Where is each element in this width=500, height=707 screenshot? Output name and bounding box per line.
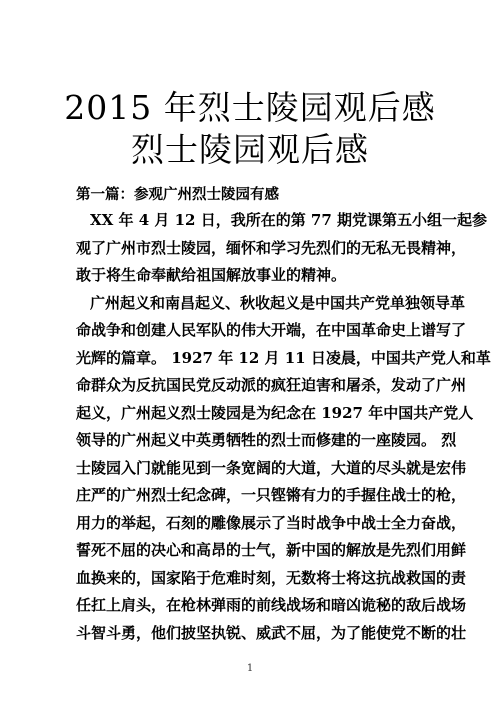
body-text xyxy=(76,207,491,647)
document-title: 2015 年烈士陵园观后感 xyxy=(64,88,436,127)
text-line: 血换来的，国家陷于危难时刻，无数将士将这抗战救国的责 xyxy=(76,568,467,587)
text-line: 广州起义和南昌起义、秋收起义是中国共产党单独领导革 xyxy=(90,293,466,312)
text-line: 起义，广州起义烈士陵园是为纪念在 1927 年中国共产党人 xyxy=(76,403,474,422)
paragraph-2 xyxy=(76,290,491,648)
text-line: 命群众为反抗国民党反动派的疯狂迫害和屠杀，发动了广州 xyxy=(76,376,467,394)
text-line: 敢于将生命奉献给祖国解放事业的精神。 xyxy=(76,266,347,284)
text-line: 用力的举起，石刻的雕像展示了当时战争中战士全力奋战， xyxy=(76,513,467,532)
text-line: 士陵园入门就能见到一条宽阔的大道，大道的尽头就是宏伟 xyxy=(76,458,467,477)
document-subtitle: 烈士陵园观后感 xyxy=(131,130,369,169)
section-heading: 第一篇：参观广州烈士陵园有感 xyxy=(76,186,279,203)
text-line: 观了广州市烈士陵园，缅怀和学习先烈们的无私无畏精神， xyxy=(76,238,467,257)
paragraph-1 xyxy=(76,207,488,290)
text-line: 光辉的篇章。 1927 年 12 月 11 日凌晨，中国共产党人和革 xyxy=(76,348,491,367)
text-line: 任扛上肩头，在枪林弹雨的前线战场和暗凶诡秘的敌后战场 xyxy=(76,596,467,614)
text-line: 领导的广州起义中英勇牺牲的烈士而修建的一座陵园。 烈 xyxy=(76,431,457,449)
text-line: 斗智斗勇，他们披坚执锐、威武不屈，为了能使党不断的壮 xyxy=(76,623,467,642)
text-line: 誓死不屈的决心和高昂的士气，新中国的解放是先烈们用鲜 xyxy=(76,541,467,559)
text-line: 庄严的广州烈士纪念碑，一只铿锵有力的手握住战士的枪， xyxy=(76,486,467,504)
page-number: 1 xyxy=(246,663,254,674)
text-line: 命战争和创建人民军队的伟大开端，在中国革命史上谱写了 xyxy=(76,321,467,339)
text-line: XX 年 4 月 12 日，我所在的第 77 期党课第五小组一起参 xyxy=(90,211,488,229)
